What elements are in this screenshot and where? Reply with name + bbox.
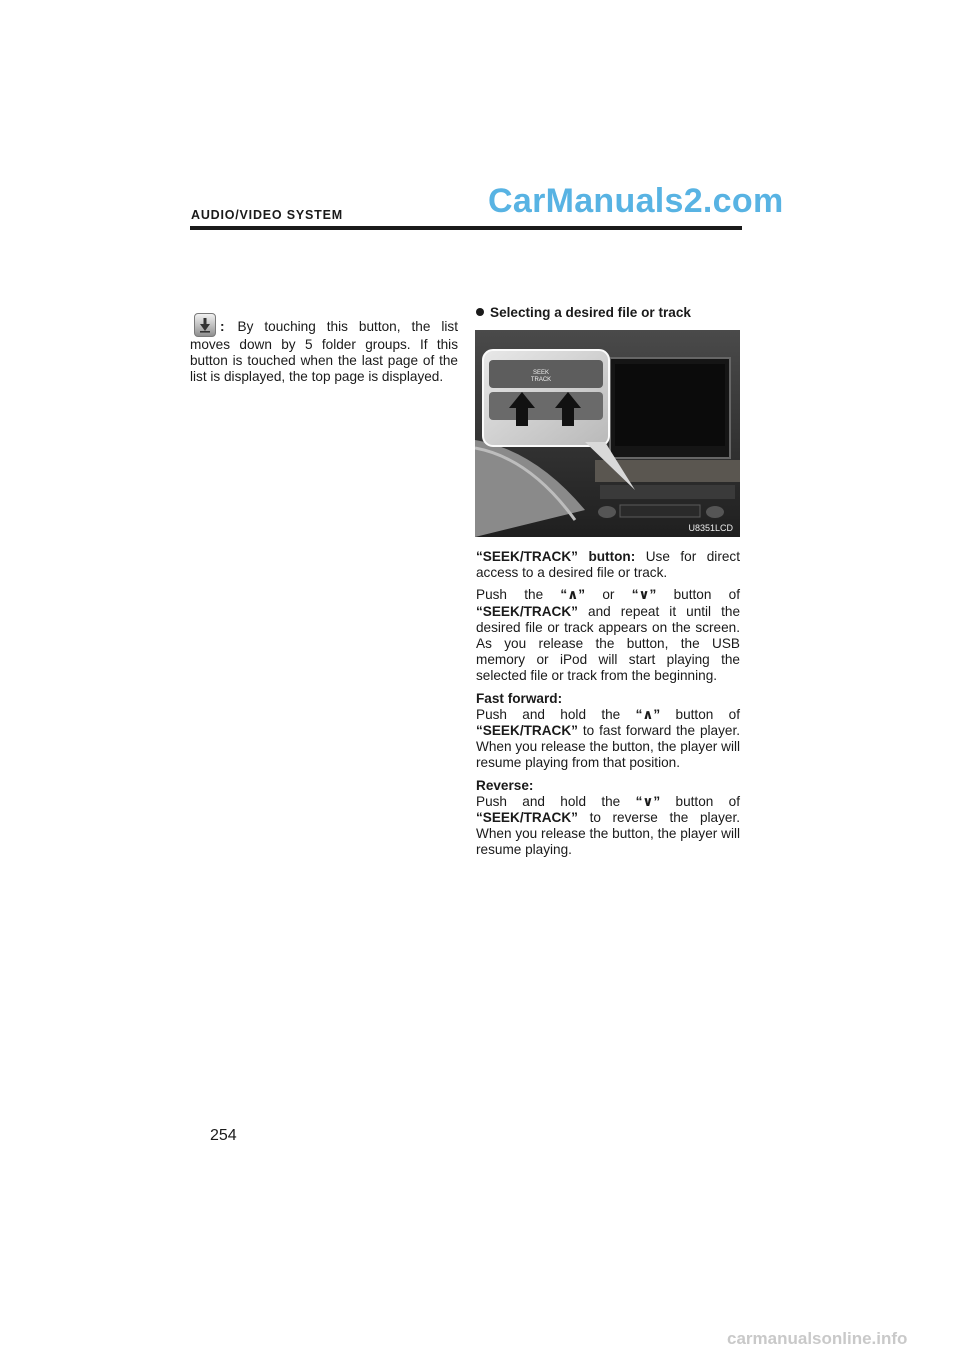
header-rule — [190, 226, 742, 230]
list-down-icon — [194, 313, 216, 337]
rev-down-button-ref: “∨” — [635, 793, 661, 809]
push-text: Push the — [476, 587, 544, 603]
up-button-ref: “∧” — [560, 587, 586, 603]
fast-forward-label: Fast forward: — [476, 690, 563, 706]
watermark-footer: carmanualsonline.info — [727, 1329, 908, 1348]
paragraph-fast-forward — [476, 691, 740, 772]
rev-seek-track-ref: “SEEK/TRACK” — [476, 810, 578, 826]
ff-button-of: button of — [675, 706, 740, 722]
list-down-text-1: By touching this button, the list moves down by 5 folder groups. — [190, 319, 458, 352]
left-column — [190, 313, 458, 385]
watermark-logo: CarManuals2.com — [488, 182, 784, 220]
seek-track-ref: “SEEK/TRACK” — [476, 603, 578, 619]
ff-up-button-ref: “∧” — [635, 706, 661, 722]
list-down-description — [190, 313, 458, 385]
rev-text-1: Push and hold the — [476, 793, 621, 809]
ff-seek-track-ref: “SEEK/TRACK” — [476, 723, 578, 739]
page-number: 254 — [210, 1127, 237, 1144]
bullet-icon — [476, 308, 484, 316]
paragraph-reverse — [476, 778, 740, 859]
or-text: or — [602, 587, 615, 603]
button-of-text: button of — [673, 587, 740, 603]
reverse-label: Reverse: — [476, 777, 534, 793]
ff-text-1: Push and hold the — [476, 706, 621, 722]
list-down-text-2: If this button is touched when the last page of the list is displayed, the top page is displayed. — [190, 337, 458, 384]
heading-text: Selecting a desired file or track — [490, 305, 691, 320]
dashboard-illustration — [475, 330, 740, 537]
paragraph-seek-track — [476, 549, 740, 581]
ff-text-2: to fast forward the player. When you release the button, the player will resume playing from that position. — [476, 723, 740, 771]
svg-text:TRACK: TRACK — [530, 377, 552, 383]
seek-track-text: Use for direct access to a desired file or track. — [476, 549, 740, 581]
right-column — [476, 549, 740, 865]
down-button-ref: “∨” — [631, 587, 657, 603]
paragraph-push — [476, 587, 740, 684]
rev-text-2: to reverse the player. When you release the button, the player will resume playing. — [476, 810, 740, 858]
rev-button-of: button of — [675, 793, 740, 809]
section-heading — [476, 305, 691, 320]
photo-code: U8351LCD — [688, 523, 733, 533]
seek-track-label: “SEEK/TRACK” button: — [476, 549, 636, 564]
svg-text:SEEK: SEEK — [532, 370, 550, 376]
section-title: AUDIO/VIDEO SYSTEM — [191, 208, 343, 222]
colon: : — [220, 319, 225, 334]
dashboard-drawing — [475, 330, 740, 537]
push-text-2: and repeat it until the desired file or track appears on the screen. As you release the button, the USB memory or iPod will start playing the selected file or track from the beginning. — [476, 603, 741, 684]
